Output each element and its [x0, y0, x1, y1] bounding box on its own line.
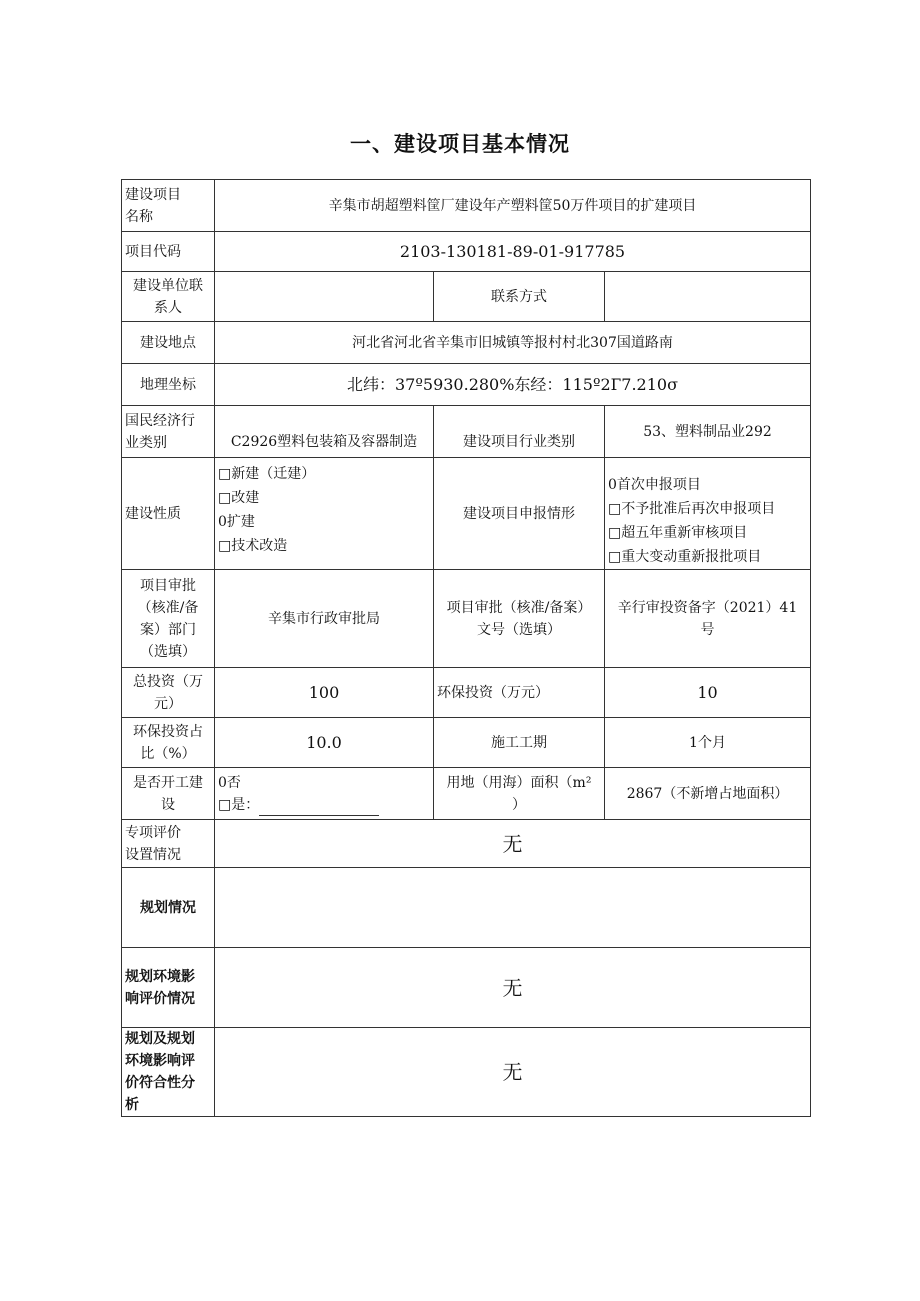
label-env-ratio [122, 718, 215, 768]
value-approval-number [605, 570, 811, 668]
yes-underline[interactable] [259, 801, 379, 816]
value-contact-method [605, 272, 811, 322]
option-tech-upgrade[interactable]: □技术改造 [218, 538, 288, 554]
label-planning-env [122, 948, 215, 1028]
label-planning: 规划情况 [122, 868, 215, 948]
label-text: 建设单位联 系人 [133, 277, 203, 316]
row-location [122, 322, 811, 364]
label-text: 专项评价 设置情况 [125, 824, 181, 863]
label-location: 建设地点 [122, 322, 215, 364]
label-contact [122, 272, 215, 322]
value-project-name: 辛集市胡超塑料筐厂建设年产塑料筐50万件项目的扩建项目 [215, 180, 811, 232]
row-planning-env [122, 948, 811, 1028]
row-investment [122, 668, 811, 718]
value-land-area: 2867（不新增占地面积） [605, 768, 811, 820]
value-approval-dept: 辛集市行政审批局 [215, 570, 434, 668]
value-location: 河北省河北省辛集市旧城镇等报村村北307国道路南 [215, 322, 811, 364]
row-env-ratio [122, 718, 811, 768]
label-construction-period: 施工工期 [434, 718, 605, 768]
row-industry [122, 406, 811, 458]
label-text: 国民经济行 业类别 [125, 412, 195, 451]
value-env-ratio: 10.0 [215, 718, 434, 768]
row-started [122, 768, 811, 820]
nature-options [215, 458, 434, 570]
value-env-investment: 10 [605, 668, 811, 718]
label-text: 总投资（万 元） [133, 673, 203, 712]
label-text: 项目审批（核准/备案） 文号（选填） [446, 599, 592, 638]
label-text: 项目审批 （核准/备 案）部门 （选填） [137, 577, 199, 660]
value-planning-env: 无 [215, 948, 811, 1028]
option-yes[interactable]: □是： [218, 796, 260, 813]
page-title: 一、建设项目基本情况 [350, 132, 570, 156]
label-project-code: 项目代码 [122, 232, 215, 272]
option-major-change[interactable]: □重大变动重新报批项目 [608, 549, 762, 565]
row-project-name [122, 180, 811, 232]
value-coordinates: 北纬：37º5930.280%东经：115º2Г7.210σ [215, 364, 811, 406]
option-new-build[interactable]: □新建（迁建） [218, 466, 316, 482]
label-text: 规划及规划 环境影响评 价符合性分 析 [125, 1031, 195, 1113]
value-project-industry: 53、塑料制品业292 [605, 406, 811, 458]
label-approval-dept [122, 570, 215, 668]
label-text: 建设项目 名称 [125, 186, 181, 225]
declaration-options [605, 458, 811, 570]
option-rebuild[interactable]: □改建 [218, 490, 260, 506]
option-redeclare[interactable]: □不予批准后再次申报项目 [608, 501, 776, 517]
label-declaration: 建设项目申报情形 [434, 458, 605, 570]
value-industry: C2926塑料包装箱及容器制造 [215, 406, 434, 458]
label-project-industry: 建设项目行业类别 [434, 406, 605, 458]
label-text: 规划环境影 响评价情况 [125, 968, 195, 1007]
label-investment [122, 668, 215, 718]
label-text: 环保投资占 比（%） [133, 723, 203, 762]
label-env-investment: 环保投资（万元） [434, 668, 605, 718]
label-conformity [122, 1028, 215, 1117]
row-approval [122, 570, 811, 668]
row-coordinates [122, 364, 811, 406]
option-expand[interactable]: 0扩建 [218, 514, 255, 530]
label-started [122, 768, 215, 820]
project-info-table [121, 179, 811, 1117]
label-contact-method: 联系方式 [434, 272, 605, 322]
label-land-area [434, 768, 605, 820]
label-text: 用地（用海）面积（m² ） [446, 774, 592, 813]
option-yes-row [218, 794, 430, 816]
label-project-name [122, 180, 215, 232]
value-investment: 100 [215, 668, 434, 718]
value-contact [215, 272, 434, 322]
started-options [215, 768, 434, 820]
row-planning [122, 868, 811, 948]
value-planning [215, 868, 811, 948]
value-conformity: 无 [215, 1028, 811, 1117]
option-five-year[interactable]: □超五年重新审核项目 [608, 525, 748, 541]
row-special-eval [122, 820, 811, 868]
label-approval-number [434, 570, 605, 668]
row-conformity [122, 1028, 811, 1117]
row-nature [122, 458, 811, 570]
label-nature: 建设性质 [122, 458, 215, 570]
option-no[interactable]: 0否 [218, 774, 241, 791]
label-special-eval [122, 820, 215, 868]
option-first-declare[interactable]: 0首次申报项目 [608, 477, 701, 493]
value-construction-period: 1个月 [605, 718, 811, 768]
label-text: 是否开工建 设 [133, 774, 203, 813]
label-industry [122, 406, 215, 458]
label-coordinates: 地理坐标 [122, 364, 215, 406]
value-special-eval: 无 [215, 820, 811, 868]
row-project-code [122, 232, 811, 272]
row-contact [122, 272, 811, 322]
value-text: 辛行审投资备字（2021）41 号 [617, 599, 798, 638]
value-project-code: 2103-130181-89-01-917785 [215, 232, 811, 272]
